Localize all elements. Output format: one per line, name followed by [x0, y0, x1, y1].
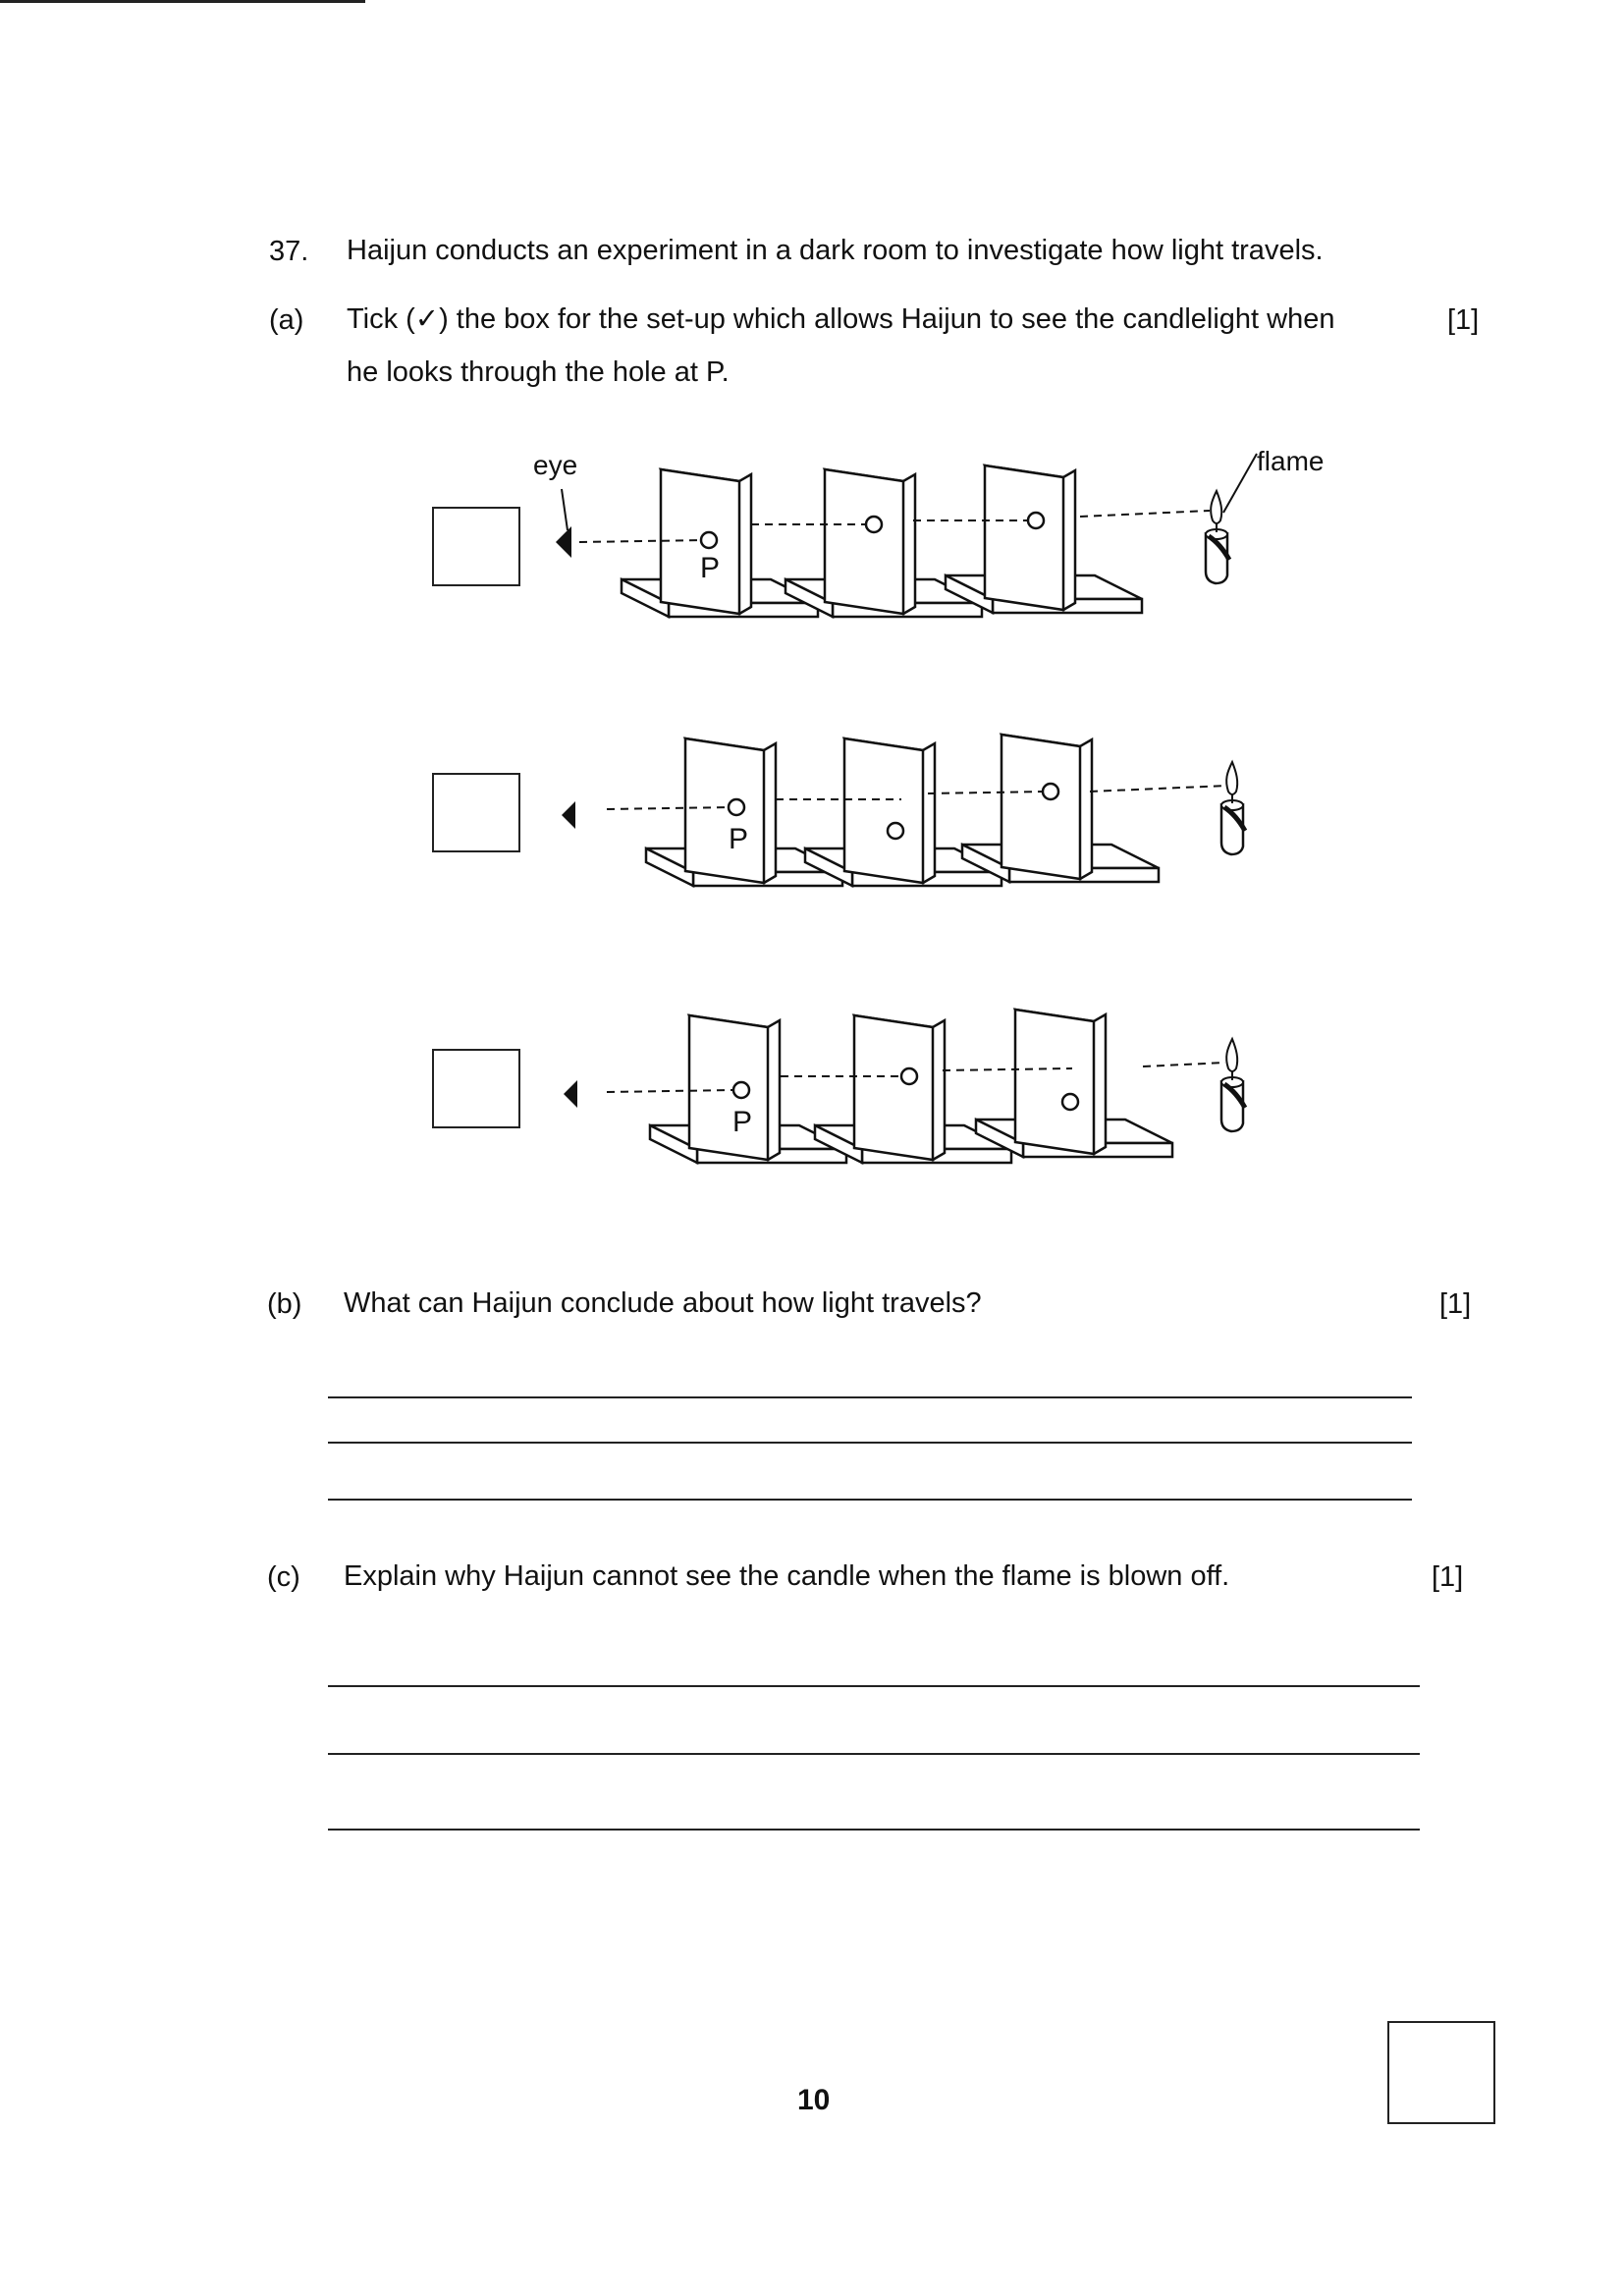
- eye-icon: [564, 1080, 577, 1108]
- part-a-label: (a): [269, 304, 304, 336]
- page-number: 10: [797, 2084, 831, 2116]
- part-a-text-line1: Tick (✓) the box for the set-up which allows Haijun to see the candlelight when: [347, 303, 1335, 335]
- part-b-text: What can Haijun conclude about how light travels?: [344, 1287, 982, 1319]
- answer-line-b-3[interactable]: [328, 1499, 1412, 1501]
- part-a-marks: [1]: [1447, 304, 1480, 336]
- hole-label-setup-1: P: [700, 552, 721, 584]
- setup-3: [564, 1010, 1245, 1163]
- part-c-marks: [1]: [1432, 1561, 1464, 1593]
- eye-label: eye: [533, 450, 578, 480]
- flame-label: flame: [1257, 446, 1325, 476]
- question-number: 37.: [269, 236, 309, 267]
- answer-line-c-3[interactable]: [328, 1829, 1420, 1831]
- answer-line-c-1[interactable]: [328, 1685, 1420, 1687]
- answer-line-b-2[interactable]: [328, 1442, 1412, 1444]
- question-intro: Haijun conducts an experiment in a dark room to investigate how light travels.: [347, 235, 1324, 266]
- part-a-text-line2: he looks through the hole at P.: [347, 356, 730, 388]
- hole-label-setup-2: P: [729, 823, 749, 855]
- part-c-label: (c): [267, 1561, 300, 1593]
- part-b-label: (b): [267, 1288, 302, 1320]
- answer-line-c-2[interactable]: [328, 1753, 1420, 1755]
- marks-box[interactable]: [1387, 2021, 1495, 2124]
- eye-icon: [556, 526, 571, 558]
- part-c-text: Explain why Haijun cannot see the candle when the flame is blown off.: [344, 1560, 1230, 1592]
- eye-icon: [562, 801, 575, 829]
- setup-1: [556, 454, 1257, 617]
- hole-label-setup-3: P: [732, 1106, 753, 1138]
- answer-line-b-1[interactable]: [328, 1396, 1412, 1398]
- setup-2: [562, 735, 1245, 886]
- part-b-marks: [1]: [1439, 1288, 1472, 1320]
